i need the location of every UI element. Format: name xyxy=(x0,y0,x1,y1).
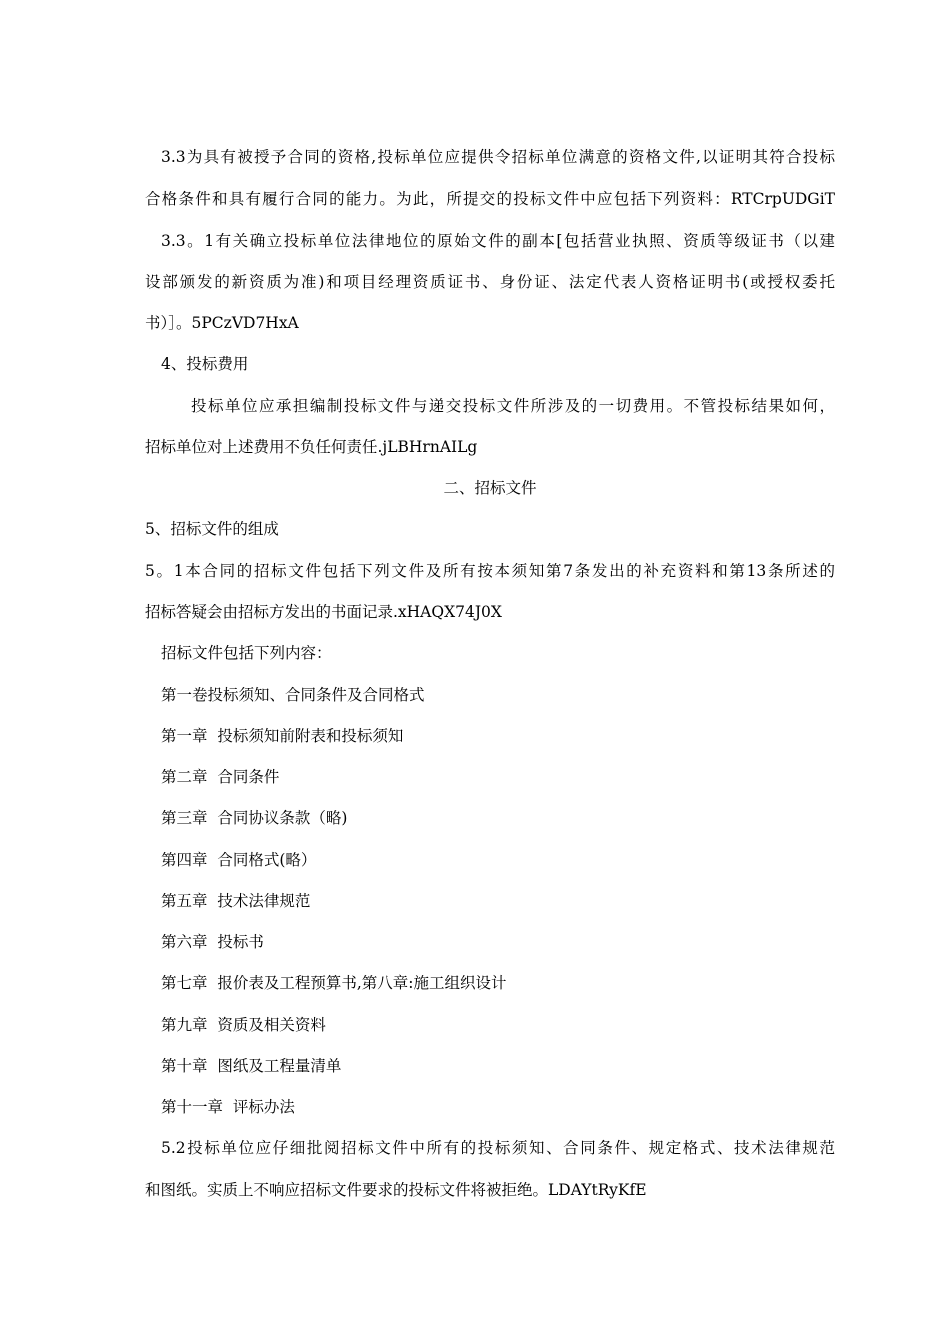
volume-1-title: 第一卷投标须知、合同条件及合同格式 xyxy=(161,686,425,704)
para-4-line-2: 招标单位对上述费用不负任何责任.jLBHrnAILg xyxy=(145,438,478,456)
para-5-1-line-2: 招标答疑会由招标方发出的书面记录.xHAQX74J0X xyxy=(145,603,502,621)
para-3-3-line-2: 合格条件和具有履行合同的能力。为此，所提交的投标文件中应包括下列资料：RTCrpUDGiT xyxy=(145,190,835,208)
chapter-7-8: 第七章 报价表及工程预算书,第八章:施工组织设计 xyxy=(161,974,507,992)
chapter-4: 第四章 合同格式(略） xyxy=(161,851,317,869)
para-3-3-1-line-2: 设部颁发的新资质为准)和项目经理资质证书、身份证、法定代表人资格证明书(或授权委托 xyxy=(145,273,835,291)
chapter-3: 第三章 合同协议条款（略) xyxy=(161,809,348,827)
chapter-6: 第六章 投标书 xyxy=(161,933,264,951)
chapter-9: 第九章 资质及相关资料 xyxy=(161,1016,326,1034)
heading-4-bid-cost: 4、投标费用 xyxy=(161,355,249,373)
para-3-3-1-line-1: 3.3。1有关确立投标单位法律地位的原始文件的副本[包括营业执照、资质等级证书（以建 xyxy=(161,232,835,250)
chapter-11: 第十一章 评标办法 xyxy=(161,1098,295,1116)
chapter-5: 第五章 技术法律规范 xyxy=(161,892,311,910)
section-title-bidding-documents: 二、招标文件 xyxy=(443,479,537,497)
para-3-3-line-1: 3.3为具有被授予合同的资格,投标单位应提供令招标单位满意的资格文件,以证明其符合投标 xyxy=(161,148,835,166)
contents-intro: 招标文件包括下列内容： xyxy=(161,644,332,662)
para-5-1-line-1: 5。1本合同的招标文件包括下列文件及所有按本须知第7条发出的补充资料和第13条所述的 xyxy=(145,562,835,580)
chapter-1: 第一章 投标须知前附表和投标须知 xyxy=(161,727,404,745)
para-3-3-1-line-3: 书）］。5PCzVD7HxA xyxy=(145,314,299,332)
heading-5-composition: 5、招标文件的组成 xyxy=(145,520,279,538)
para-5-2-line-2: 和图纸。实质上不响应招标文件要求的投标文件将被拒绝。LDAYtRyKfE xyxy=(145,1181,647,1199)
para-5-2-line-1: 5.2投标单位应仔细批阅招标文件中所有的投标须知、合同条件、规定格式、技术法律规范 xyxy=(161,1139,835,1157)
para-4-line-1: 投标单位应承担编制投标文件与递交投标文件所涉及的一切费用。不管投标结果如何， xyxy=(191,397,835,415)
chapter-2: 第二章 合同条件 xyxy=(161,768,280,786)
chapter-10: 第十章 图纸及工程量清单 xyxy=(161,1057,342,1075)
